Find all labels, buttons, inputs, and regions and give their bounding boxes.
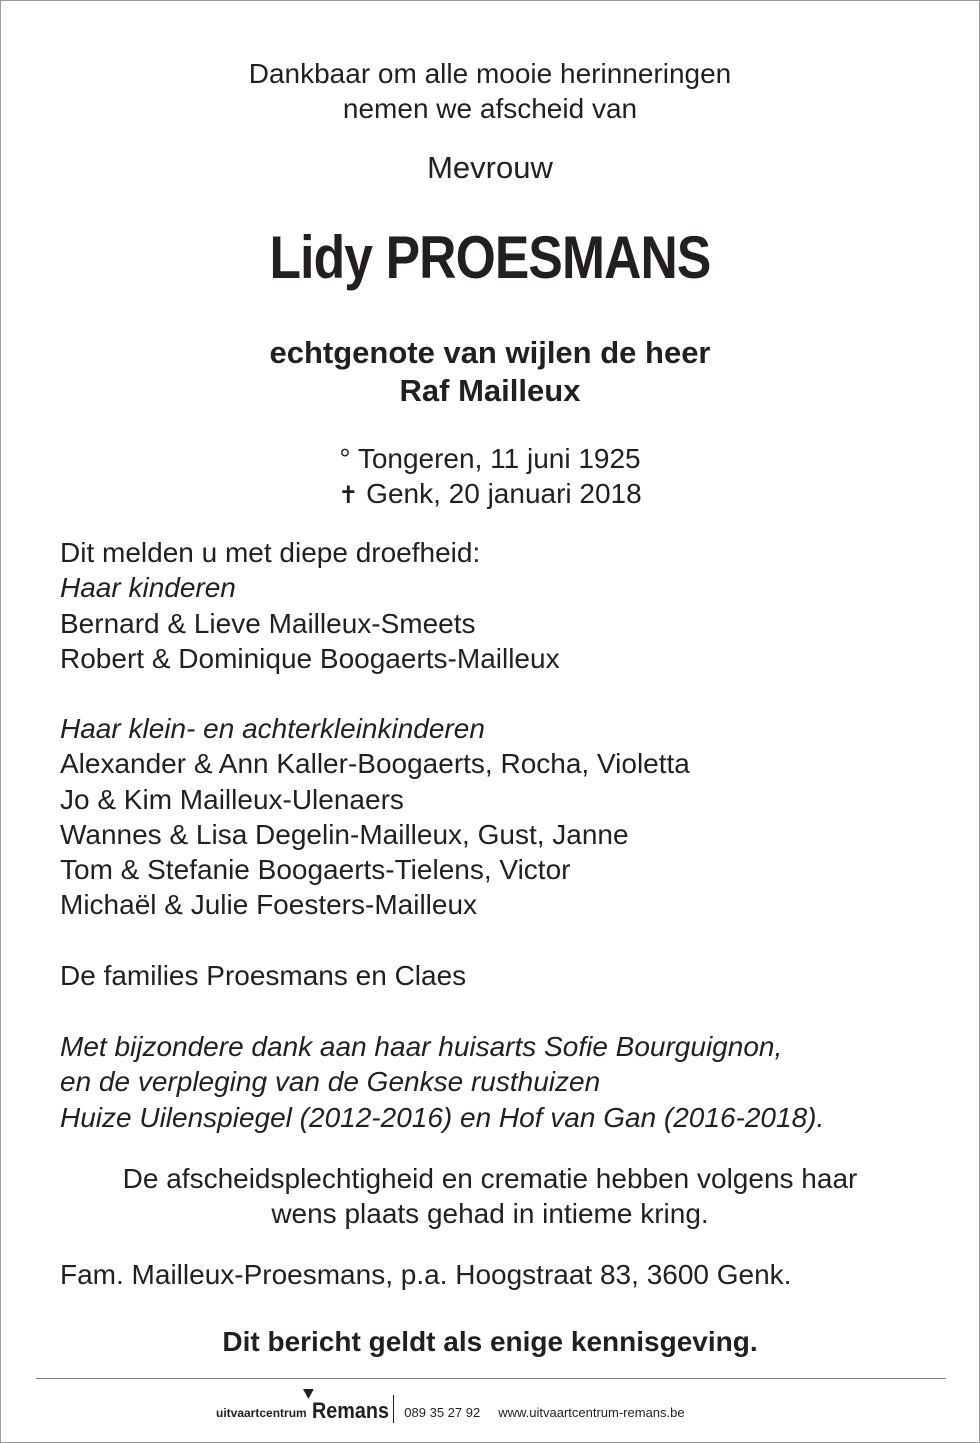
grandchild-name: Alexander & Ann Kaller-Boogaerts, Rocha, Violetta <box>60 748 690 780</box>
ceremony-line: wens plaats gehad in intieme kring. <box>271 1198 709 1229</box>
funeral-home-footer <box>216 1385 816 1425</box>
footer-separator <box>393 1395 394 1423</box>
intro-text <box>1 56 979 126</box>
notice-text: Dit bericht geldt als enige kennisgeving. <box>222 1326 758 1357</box>
ceremony-text <box>1 1161 979 1231</box>
footer-brand: Remans <box>311 1398 389 1423</box>
family-address: Fam. Mailleux-Proesmans, p.a. Hoogstraat 83, 3600 Genk. <box>60 1259 792 1290</box>
honorific-title: Mevrouw <box>427 150 553 185</box>
footer-website: www.uitvaartcentrum-remans.be <box>498 1405 685 1420</box>
grandchildren-heading: Haar klein- en achterkleinkinderen <box>60 713 485 744</box>
birth-date: ° Tongeren, 11 juni 1925 <box>339 443 641 474</box>
thanks-line: en de verpleging van de Genkse rusthuizen <box>60 1066 601 1098</box>
child-name: Bernard & Lieve Mailleux-Smeets <box>60 607 476 639</box>
grandchild-name: Wannes & Lisa Degelin-Mailleux, Gust, Janne <box>60 818 629 850</box>
intro-line: Dankbaar om alle mooie herinneringen <box>248 58 732 89</box>
spouse-text <box>1 334 979 410</box>
spouse-line: echtgenote van wijlen de heer <box>269 335 711 370</box>
thanks-line: Met bijzondere dank aan haar huisarts Sofie Bourguignon, <box>60 1031 783 1062</box>
announcement-text: Dit melden u met diepe droefheid: <box>60 537 481 568</box>
grandchild-name: Michaël & Julie Foesters-Mailleux <box>60 889 478 921</box>
ceremony-line: De afscheidsplechtigheid en crematie hebben volgens haar <box>122 1163 858 1194</box>
families-text: De families Proesmans en Claes <box>60 960 467 991</box>
spouse-name: Raf Mailleux <box>399 373 581 408</box>
deceased-name: Lidy PROESMANS <box>269 224 711 291</box>
thanks-text <box>60 1029 940 1135</box>
thanks-line: Huize Uilenspiegel (2012-2016) en Hof van Gan (2016-2018). <box>60 1101 825 1133</box>
cross-icon: ✝ <box>338 482 359 509</box>
triangle-icon <box>303 1389 314 1399</box>
footer-prefix: uitvaartcentrum <box>216 1406 307 1420</box>
death-date: Genk, 20 januari 2018 <box>366 478 642 509</box>
child-name: Robert & Dominique Boogaerts-Mailleux <box>60 642 560 674</box>
grandchild-name: Jo & Kim Mailleux-Ulenaers <box>60 783 404 815</box>
grandchild-name: Tom & Stefanie Boogaerts-Tielens, Victor <box>60 854 571 886</box>
intro-line: nemen we afscheid van <box>342 93 638 124</box>
funeral-home-logo <box>312 1398 389 1424</box>
footer-divider <box>36 1378 946 1379</box>
life-dates <box>1 441 979 513</box>
children-section <box>60 535 940 676</box>
death-line <box>1 476 979 513</box>
footer-phone: 089 35 27 92 <box>404 1405 481 1420</box>
children-heading: Haar kinderen <box>60 572 236 604</box>
grandchildren-section <box>60 711 940 923</box>
